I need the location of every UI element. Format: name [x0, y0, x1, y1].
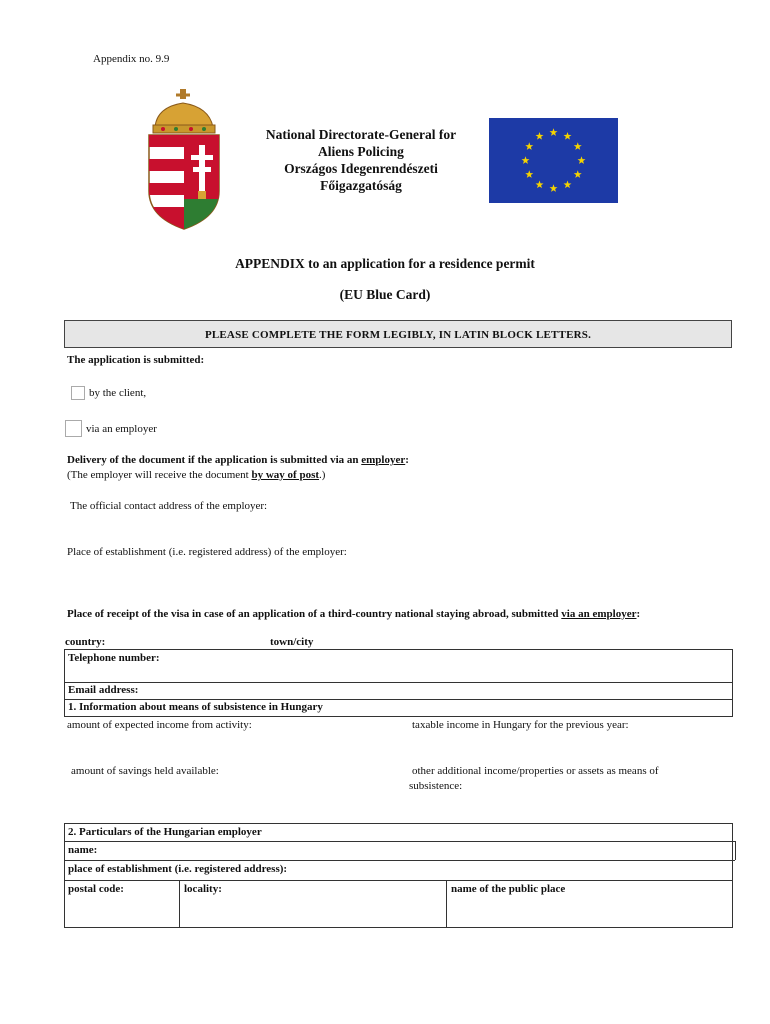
divider — [446, 880, 447, 928]
eu-flag — [489, 118, 618, 203]
taxable-income-label: taxable income in Hungary for the previous year: — [412, 719, 629, 731]
delivery-note-text: (The employer will receive the document — [67, 469, 252, 481]
delivery-heading — [67, 454, 409, 466]
delivery-heading-text: Delivery of the document if the application is submitted via an — [67, 454, 362, 466]
locality-label: locality: — [184, 883, 222, 895]
authority-line: Aliens Policing — [318, 144, 404, 159]
submission-heading: The application is submitted: — [67, 354, 205, 366]
divider — [64, 841, 735, 842]
employer-name-label: name: — [68, 844, 98, 856]
divider — [64, 860, 735, 861]
authority-line: Országos Idegenrendészeti — [284, 161, 438, 176]
divider — [179, 880, 180, 928]
by-client-checkbox[interactable] — [71, 386, 85, 400]
telephone-label: Telephone number: — [68, 652, 160, 664]
divider — [64, 682, 733, 683]
expected-income-label: amount of expected income from activity: — [67, 719, 252, 731]
via-employer-checkbox[interactable] — [65, 420, 82, 437]
issuing-authority — [248, 126, 474, 194]
section2-heading: 2. Particulars of the Hungarian employer — [68, 826, 262, 838]
form-subtitle: (EU Blue Card) — [339, 287, 431, 302]
visa-receipt-employer: employer — [592, 608, 637, 620]
authority-line: National Directorate-General for — [265, 127, 457, 142]
delivery-heading-suffix: : — [405, 454, 409, 466]
via-employer-label: via an employer — [86, 423, 157, 435]
divider — [64, 699, 733, 700]
divider — [64, 880, 733, 881]
email-label: Email address: — [68, 684, 139, 696]
public-place-label: name of the public place — [451, 883, 566, 895]
visa-receipt-text: Place of receipt of the visa in case of an application of a third-country national staying abroad, submitted — [67, 608, 562, 620]
form-title: APPENDIX to an application for a residence permit — [235, 256, 535, 271]
other-income-label: other additional income/properties or assets as means of — [412, 765, 659, 777]
employer-particulars-table — [64, 823, 733, 928]
visa-receipt-suffix: : — [636, 608, 641, 620]
country-label: country: — [65, 636, 106, 648]
delivery-note — [67, 469, 325, 481]
authority-line: Főigazgatóság — [320, 178, 402, 193]
delivery-heading-employer: employer — [361, 454, 406, 466]
section1-heading: 1. Information about means of subsistence in Hungary — [68, 701, 323, 713]
town-label: town/city — [270, 636, 314, 648]
postal-code-label: postal code: — [68, 883, 124, 895]
employer-establishment-label: Place of establishment (i.e. registered address) of the employer: — [67, 546, 347, 558]
delivery-note-post: by way of post — [251, 469, 320, 481]
visa-receipt-heading — [67, 607, 707, 621]
appendix-number: Appendix no. 9.9 — [93, 53, 170, 65]
visa-receipt-via: via an — [561, 608, 593, 620]
instructions-banner: PLEASE COMPLETE THE FORM LEGIBLY, IN LATIN BLOCK LETTERS. — [64, 320, 732, 348]
employer-establishment-field-label: place of establishment (i.e. registered address): — [68, 863, 288, 875]
delivery-note-suffix: .) — [319, 469, 326, 481]
employer-contact-address-label: The official contact address of the employer: — [70, 500, 268, 512]
divider — [735, 841, 736, 860]
savings-label: amount of savings held available: — [71, 765, 219, 777]
crown-icon — [153, 89, 215, 133]
other-income-label-cont: subsistence: — [409, 780, 463, 792]
hungarian-coat-of-arms — [143, 87, 225, 233]
by-client-label: by the client, — [89, 387, 147, 399]
